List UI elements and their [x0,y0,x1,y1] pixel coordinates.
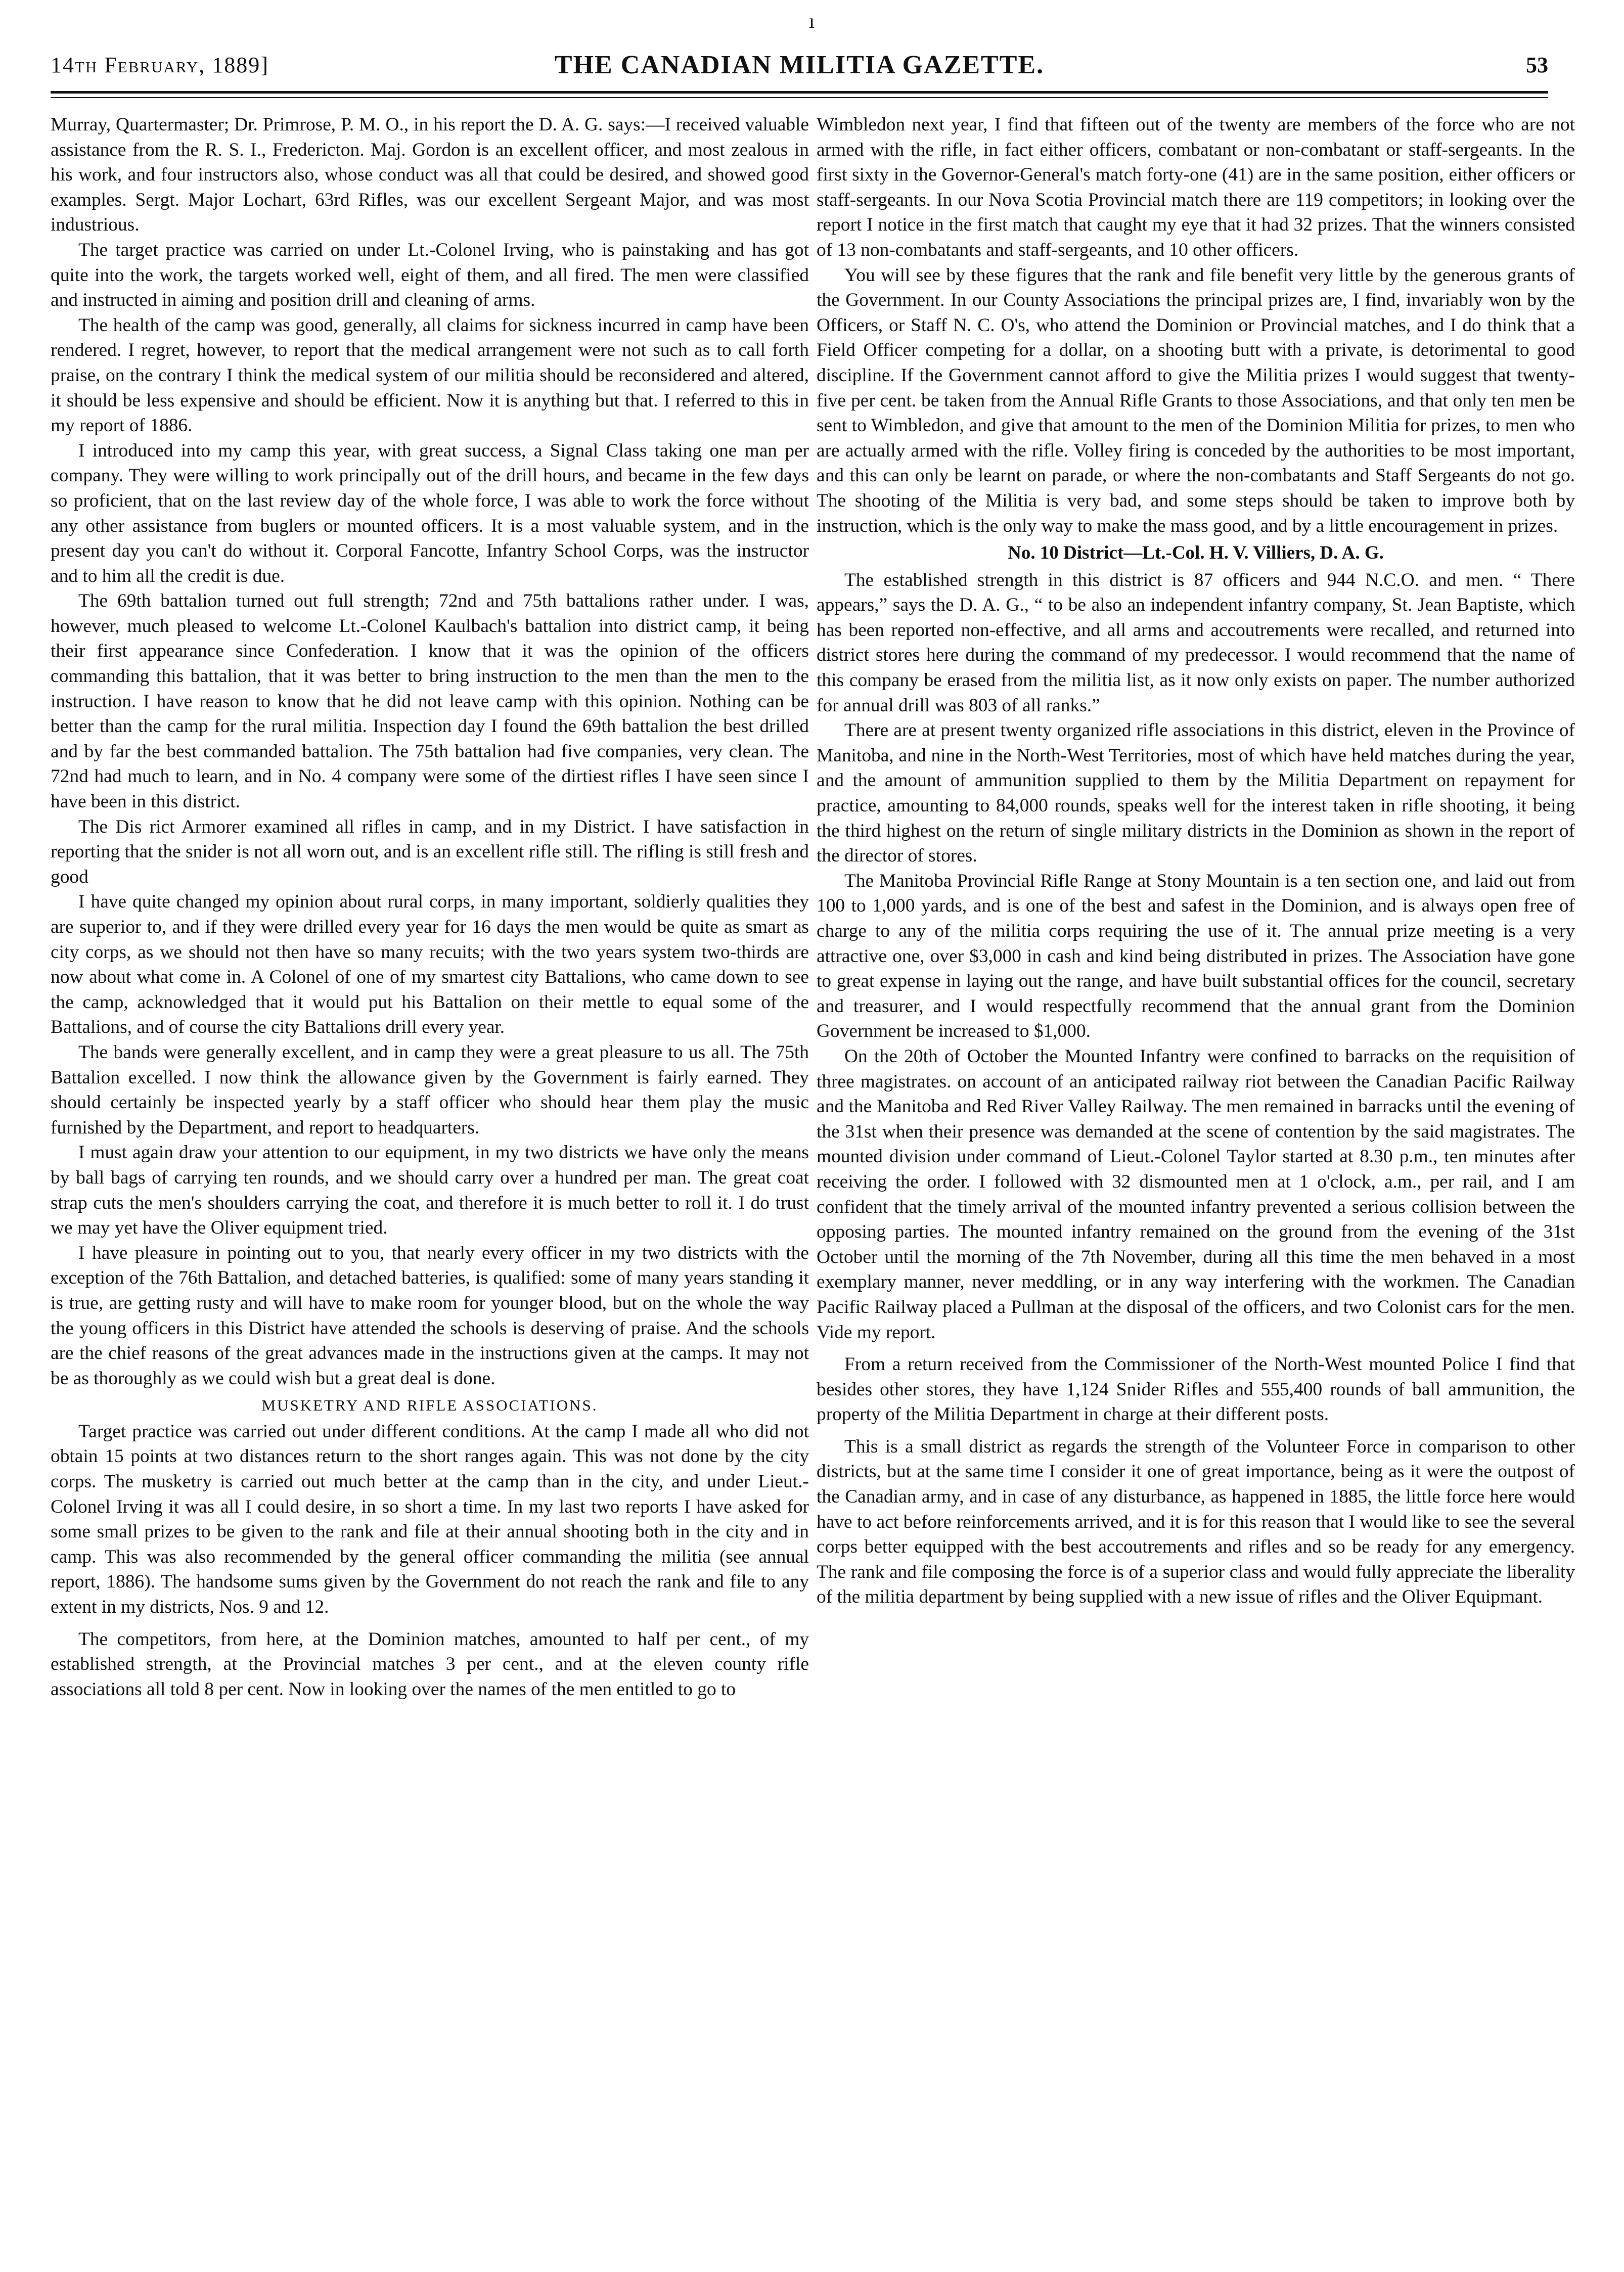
paragraph: The Manitoba Provincial Rifle Range at Stony Mountain is a ten section one, and laid out from 100 to 1,000 yards, and is one of the best and safest in the Dominion, and is always open free of charge to any of the militia corps requiring the use of it. The annual prize meeting is a very attractive one, over $3,000 in cash and kind being distributed in prizes. The Association have gone to great expense in laying out the range, and have built substantial offices for the council, secretary and treasurer, and I would respectfully recommend that the annual grant from the Dominion Government be increased to $1,000. [817,870,1575,1042]
issue-date: 14th February, 1889] [51,53,269,77]
paragraph: The Dis rict Armorer examined all rifles in camp, and in my District. I have satisfaction in reporting that the snider is not all worn out, and is an excellent rifle still. The rifling is still fresh and good [51,816,809,887]
paragraph: Murray, Quartermaster; Dr. Primrose, P. M. O., in his report the D. A. G. says:—I received valuable assistance from the R. S. I., Fredericton. Maj. Gordon is an excellent officer, and most zealous in his work, and four instructors also, whose conduct was all that could be desired, and showed good examples. Sergt. Major Lochart, 63rd Rifles, was our excellent Sergeant Major, and was most industrious. [51,114,809,236]
paragraph: The established strength in this district is 87 officers and 944 N.C.O. and men. “ There appears,” says the D. A. G., “ to be also an independent infantry company, St. Jean Baptiste, which has been reported non-effective, and all arms and accoutrements were recalled, and returned into district stores here during the command of my predecessor. I would recommend that the name of this company be erased from the militia list, as it now only exists on paper. The number authorized for annual drill was 803 of all ranks.” [817,569,1575,716]
left-column [51,112,809,2251]
district-subheading: No. 10 District—Lt.-Col. H. V. Villiers, D. A. G. [1008,542,1384,564]
right-column [817,112,1575,2251]
paragraph: On the 20th of October the Mounted Infantry were confined to barracks on the requisition of three magistrates. on account of an anticipated railway riot between the Canadian Pacific Railway and the Manitoba and Red River Valley Railway. The men remained in barracks until the evening of the 31st when their presence was demanded at the scene of contention by the said magistrates. The mounted division under command of Lieut.-Colonel Taylor started at 8.30 p.m., ten minutes after receiving the order. I followed with 32 dismounted men at 1 o'clock, a.m., per rail, and I am confident that the timely arrival of the mounted infantry prevented a serious collision between the opposing parties. The mounted infantry remained on the ground from the evening of the 31st October until the morning of the 7th November, during all this time the men behaved in a most exemplary manner, never meddling, or in any way interfering with the workmen. The Canadian Pacific Railway placed a Pullman at the disposal of the officers, and two Colonist cars for the men. Vide my report. [817,1046,1575,1343]
page-header [51,48,1548,94]
header-rule-thin [51,97,1548,98]
paragraph: The bands were generally excellent, and in camp they were a great pleasure to us all. The 75th Battalion excelled. I now think the allowance given by the Government is fairly earned. They should certainly be inspected yearly by a staff officer who should hear them play the music furnished by the Department, and report to headquarters. [51,1041,809,1138]
page-number: 53 [1526,53,1548,77]
paragraph: Wimbledon next year, I find that fifteen out of the twenty are members of the force who are not armed with the rifle, in fact either officers, combatant or non-combatant or staff-sergeants. In the first sixty in the Governor-General's match forty-one (41) are in the same position, either officers or staff-sergeants. In our Nova Scotia Provincial match there are 119 competitors; in looking over the report I notice in the first match that caught my eye that it had 32 prizes. That the winners consisted of 13 non-combatants and staff-sergeants, and 10 other officers. [817,114,1575,260]
paragraph: There are at present twenty organized rifle associations in this district, eleven in the Province of Manitoba, and nine in the North-West Territories, most of which have held matches during the year, and the amount of ammunition supplied to them by the Militia Department on repayment for practice, amounting to 84,000 rounds, speaks well for the interest taken in rifle shooting, it being the third highest on the return of single military districts in the Dominion as shown in the report of the director of stores. [817,720,1575,867]
paragraph: Target practice was carried out under different conditions. At the camp I made all who did not obtain 15 points at two distances return to the short ranges again. This was not done by the city corps. The musketry is carried out much better at the camp than in the city, and under Lieut.-Colonel Irving it was all I could desire, in so short a time. In my last two reports I have asked for some small prizes to be given to the rank and file at their annual shooting both in the city and in camp. This was also recommended by the general officer commanding the militia (see annual report, 1886). The handsome sums given by the Government do not reach the rank and file to any extent in my districts, Nos. 9 and 12. [51,1421,809,1618]
paragraph: This is a small district as regards the strength of the Volunteer Force in comparison to other districts, but at the same time I consider it one of great importance, being as it were the outpost of the Canadian army, and in case of any disturbance, as happened in 1885, the little force here would have to act before reinforcements arrived, and it is for this reason that I would like to see the several corps better equipped with the best accoutrements and rifles and so be ready for any emergency. The rank and file composing the force is of a superior class and would fully appreciate the liberality of the militia department by being supplied with a new issue of rifles and the Oliver Equipmant. [817,1436,1575,1608]
paragraph: The target practice was carried on under Lt.-Colonel Irving, who is painstaking and has got quite into the work, the targets worked well, eight of them, and all fired. The men were classified and instructed in aiming and position drill and cleaning of arms. [51,239,809,311]
paragraph: I introduced into my camp this year, with great success, a Signal Class taking one man per company. They were willing to work principally out of the drill hours, and became in the few days so proficient, that on the last review day of the whole force, I was able to work the force without any other assistance from buglers or mounted officers. It is a most valuable system, and in the present day you can't do without it. Corporal Fancotte, Infantry School Corps, was the instructor and to him all the credit is due. [51,440,809,586]
paragraph: I have quite changed my opinion about rural corps, in many important, soldierly qualities they are superior to, and if they were drilled every year for 16 days the men would be quite as smart as city corps, as we should not then have so many recuits; with the two years system two-thirds are now about what come in. A Colonel of one of my smartest city Battalions, who came down to see the camp, acknowledged that it would put his Battalion on their mettle to equal some of the Battalions, and of course the city Battalions drill every year. [51,891,809,1038]
paragraph: I must again draw your attention to our equipment, in my two districts we have only the means by ball bags of carrying ten rounds, and we should carry over a hundred per man. The great coat strap cuts the men's shoulders carrying the coat, and therefore it is much better to roll it. I do trust we may yet have the Oliver equipment tried. [51,1142,809,1239]
paragraph: The health of the camp was good, generally, all claims for sickness incurred in camp have been rendered. I regret, however, to report that the medical arrangement were not such as to call forth praise, on the contrary I think the medical system of our militia should be reconsidered and altered, it should be less expensive and should be efficient. Now it is anything but that. I referred to this in my report of 1886. [51,314,809,436]
paragraph: The 69th battalion turned out full strength; 72nd and 75th battalions rather under. I was, however, much pleased to welcome Lt.-Colonel Kaulbach's battalion into district camp, it being their first appearance since Confederation. I know that it was the opinion of the officers commanding this battalion, that it was better to bring instruction to the men than the men to the instruction. I have reason to know that he did not leave camp with this opinion. Nothing can be better than the camp for the rural militia. Inspection day I found the 69th battalion the best drilled and by far the best commanded battalion. The 75th battalion had five companies, very clean. The 72nd had much to learn, and in No. 4 company were some of the dirtiest rifles I have seen since I have been in this district. [51,590,809,812]
section-heading: MUSKETRY AND RIFLE ASSOCIATIONS. [261,1396,598,1415]
header-rule-thick [51,91,1548,94]
paragraph: From a return received from the Commissioner of the North-West mounted Police I find that besides other stores, they have 1,124 Snider Rifles and 555,400 rounds of ball ammunition, the property of the Militia Department in charge at their different posts. [817,1354,1575,1425]
print-mark: ı [809,10,815,32]
paragraph: I have pleasure in pointing out to you, that nearly every officer in my two districts with the exception of the 76th Battalion, and detached batteries, is qualified: some of many years standing it is true, are getting rusty and will have to make room for younger blood, but on the whole the way the young officers in this District have attended the schools is deserving of praise. And the schools are the chief reasons of the great advances made in the instructions given at the camps. It may not be as thoroughly as we could wish but a great deal is done. [51,1242,809,1389]
paragraph: The competitors, from here, at the Dominion matches, amounted to half per cent., of my established strength, at the Provincial matches 3 per cent., and at the eleven county rifle associations all told 8 per cent. Now in looking over the names of the men entitled to go to [51,1628,809,1700]
masthead-title: THE CANADIAN MILITIA GAZETTE. [554,51,1045,79]
paragraph: You will see by these figures that the rank and file benefit very little by the generous grants of the Government. In our County Associations the principal prizes are, I find, invariably won by the Officers, or Staff N. C. O's, who attend the Dominion or Provincial matches, and I do think that a Field Officer competing for a dollar, on a shooting butt with a private, is detorimental to good discipline. If the Government cannot afford to give the Militia prizes I would suggest that twenty-five per cent. be taken from the Annual Rifle Grants to those Associations, and that only ten men be sent to Wimbledon, and give that amount to the men of the Dominion Militia for prizes, to men who are actually armed with the rifle. Volley firing is conceded by the authorities to be most important, and this can only be learnt on parade, or where the non-combatants and Staff Sergeants do not go. The shooting of the Militia is very bad, and some steps should be taken to improve both by instruction, which is the only way to make the mass good, and by a little encouragement in prizes. [817,264,1575,536]
